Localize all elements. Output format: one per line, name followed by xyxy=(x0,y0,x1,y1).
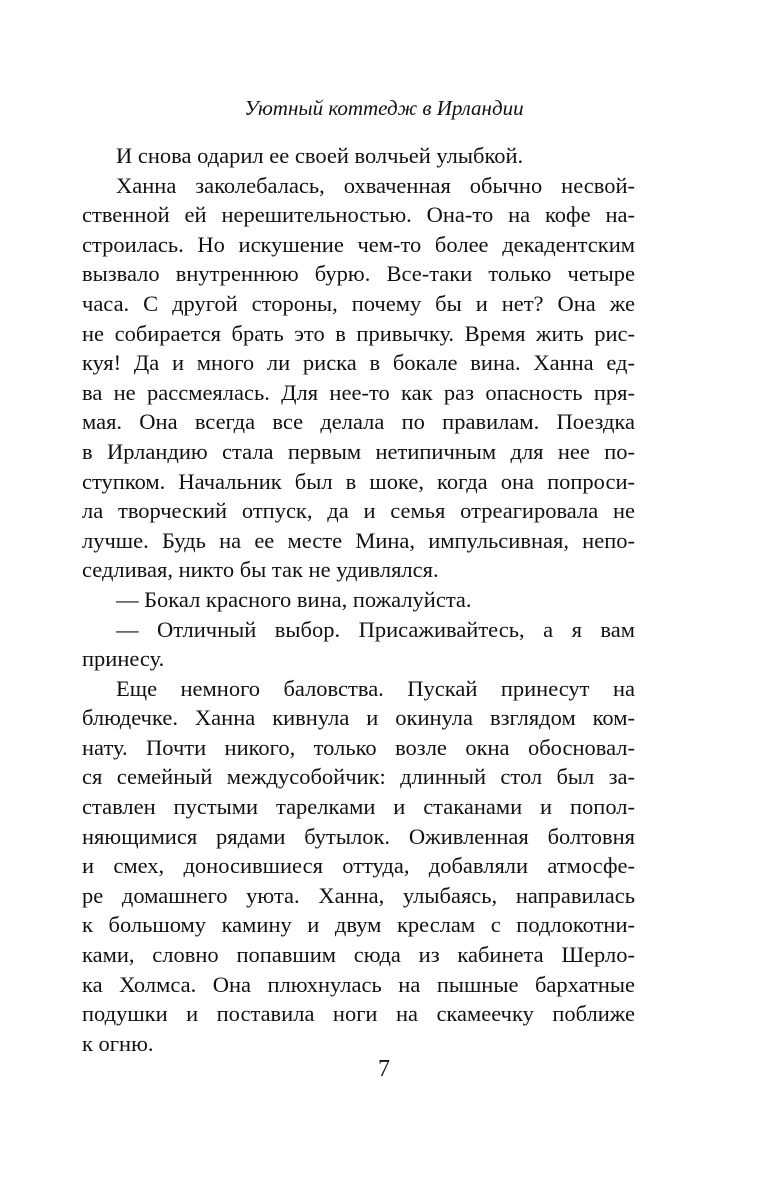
text-line: лучше. Будь на ее месте Мина, импульсивная, непо- xyxy=(82,527,635,553)
text-line: — Бокал красного вина, пожалуйста. xyxy=(116,586,472,612)
text-line: Ханна заколебалась, охваченная обычно несвой- xyxy=(116,172,635,198)
paragraph xyxy=(82,674,635,1059)
text-line: строилась. Но искушение чем-то более декадентским xyxy=(82,231,635,257)
paragraph xyxy=(82,171,635,585)
text-line: к большому камину и двум креслам с подлокотни- xyxy=(82,912,635,938)
text-line: мая. Она всегда все делала по правилам. Поездка xyxy=(82,409,635,435)
body-text xyxy=(82,141,635,1058)
text-line: няющимися рядами бутылок. Оживленная болтовня xyxy=(82,823,635,849)
text-line: Еще немного баловства. Пускай принесут на xyxy=(116,675,635,701)
text-line: в Ирландию стала первым нетипичным для нее по- xyxy=(82,438,635,464)
text-line: и смех, доносившиеся оттуда, добавляли атмосфе- xyxy=(82,853,635,879)
text-line: ставлен пустыми тарелками и стаканами и попол- xyxy=(82,794,635,820)
text-line: И снова одарил ее своей волчьей улыбкой. xyxy=(116,143,524,168)
text-line: ся семейный междусобойчик: длинный стол был за- xyxy=(82,764,635,790)
text-line: ками, словно попавшим сюда из кабинета Шерло- xyxy=(82,942,635,968)
text-line: — Отличный выбор. Присаживайтесь, а я вам xyxy=(116,616,635,642)
text-line: блюдечке. Ханна кивнула и окинула взглядом ком- xyxy=(82,705,635,731)
text-line: вызвало внутреннюю бурю. Все-таки только четыре xyxy=(82,261,635,287)
text-line: нату. Почти никого, только возле окна обосновал- xyxy=(82,734,635,760)
text-line: ственной ей нерешительностью. Она-то на кофе на- xyxy=(82,202,635,228)
text-line: ва не рассмеялась. Для нее-то как раз опасность пря- xyxy=(82,379,635,405)
text-line: часа. С другой стороны, почему бы и нет? Она же xyxy=(82,290,635,316)
text-line: куя! Да и много ли риска в бокале вина. Ханна ед- xyxy=(82,350,635,376)
running-head: Уютный коттедж в Ирландии xyxy=(244,96,524,120)
text-line: седливая, никто бы так не удивлялся. xyxy=(82,557,439,583)
text-line: к огню. xyxy=(82,1030,154,1056)
paragraph xyxy=(82,615,635,674)
paragraph xyxy=(116,141,635,171)
text-line: подушки и поставила ноги на скамеечку поближе xyxy=(82,1001,635,1027)
text-line: ка Холмса. Она плюхнулась на пышные бархатные xyxy=(82,971,635,997)
text-line: ла творческий отпуск, да и семья отреагировала не xyxy=(82,498,635,524)
paragraph xyxy=(116,585,635,615)
text-line: не собирается брать это в привычку. Время жить рис- xyxy=(82,320,635,346)
text-line: ре домашнего уюта. Ханна, улыбаясь, направилась xyxy=(82,882,635,908)
text-line: ступком. Начальник был в шоке, когда она попроси- xyxy=(82,468,635,494)
text-line: принесу. xyxy=(82,646,165,672)
page-number: 7 xyxy=(378,1056,390,1082)
